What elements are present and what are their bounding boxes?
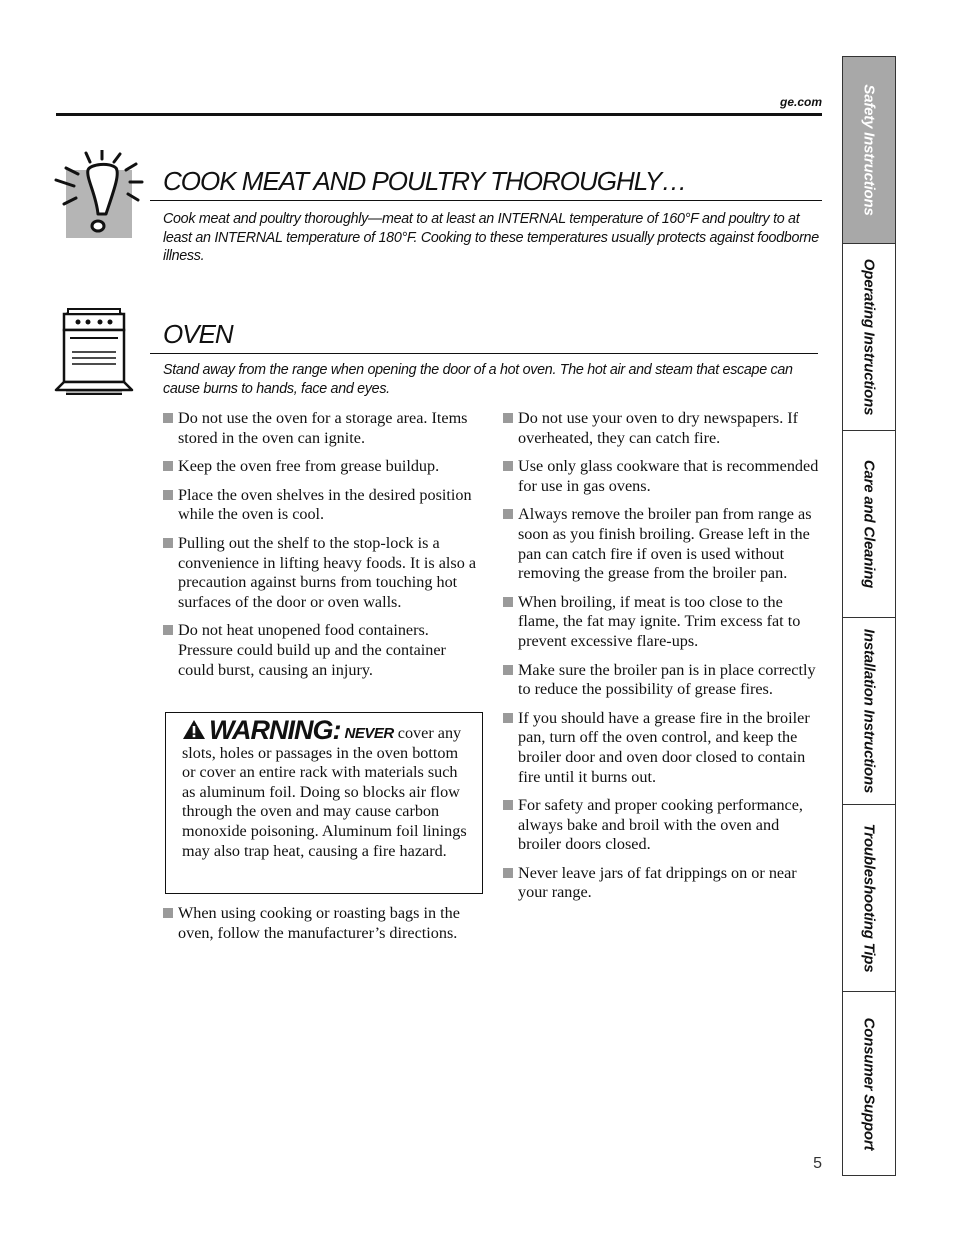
bullet-square xyxy=(503,461,513,471)
list-item xyxy=(163,534,483,612)
list-item-text: Keep the oven free from grease buildup. xyxy=(178,457,440,476)
bullet-square xyxy=(163,625,173,635)
warning-box xyxy=(165,712,483,894)
list-item xyxy=(503,505,825,583)
bullet-square xyxy=(503,665,513,675)
oven-intro: Stand away from the range when opening the door of a hot oven. The hot air and steam that escape can cause burns to hands, face and eyes. xyxy=(163,362,793,397)
left-column-lower xyxy=(163,904,473,952)
list-item-text: When broiling, if meat is too close to the flame, the fat may ignite. Trim excess fat to prevent excessive flare-ups. xyxy=(518,592,801,650)
bullet-square xyxy=(503,413,513,423)
list-item-text: If you should have a grease fire in the broiler pan, turn off the oven control, and keep the broiler door and oven door closed to contain fire until it burns out. xyxy=(518,708,810,786)
list-item-text: Never leave jars of fat drippings on or near your range. xyxy=(518,863,797,902)
page-number: 5 xyxy=(813,1155,822,1172)
tab-safety-instructions[interactable] xyxy=(843,57,895,244)
bullet-square xyxy=(503,597,513,607)
bullet-square xyxy=(503,713,513,723)
tab-label: Troubleshooting Tips xyxy=(860,823,878,973)
list-item xyxy=(163,904,473,943)
tab-operating-instructions[interactable] xyxy=(843,244,895,431)
header-rule xyxy=(56,113,822,116)
list-item xyxy=(503,864,825,903)
tab-label: Consumer Support xyxy=(860,1017,878,1150)
list-item xyxy=(163,486,483,525)
list-item xyxy=(163,409,483,448)
list-item xyxy=(503,593,825,652)
warning-heading: WARNING: xyxy=(209,715,341,745)
warning-text xyxy=(182,715,468,861)
tab-consumer-support[interactable] xyxy=(843,992,895,1175)
list-item xyxy=(503,457,825,496)
list-item xyxy=(503,661,825,700)
bullet-square xyxy=(163,538,173,548)
bullet-square xyxy=(503,800,513,810)
tab-label: Operating Instructions xyxy=(860,258,878,416)
list-item-text: For safety and proper cooking performance, always bake and broil with the oven and broiler doors closed. xyxy=(518,796,803,854)
exclamation-icon xyxy=(54,150,150,247)
cook-meat-rule xyxy=(150,200,822,201)
site-url[interactable]: ge.com xyxy=(779,95,822,109)
tab-installation-instructions[interactable] xyxy=(843,618,895,805)
bullet-square xyxy=(163,908,173,918)
tab-label: Safety Instructions xyxy=(860,84,878,216)
right-column xyxy=(503,409,825,912)
list-item-text: Do not use your oven to dry newspapers. If overheated, they can catch fire. xyxy=(518,409,799,447)
cook-meat-intro: Cook meat and poultry thoroughly—meat to at least an INTERNAL temperature of 160°F and poultry to at least an INTERNAL temperature of 180°F. Cooking to these temperatures usually protects against foodborne illness. xyxy=(163,211,819,264)
oven-title: OVEN xyxy=(163,319,233,349)
left-column xyxy=(163,409,483,689)
list-item-text: Use only glass cookware that is recommended for use in gas ovens. xyxy=(518,457,819,495)
warning-never: NEVER xyxy=(344,725,394,742)
oven-icon xyxy=(54,308,134,403)
cook-meat-title: COOK MEAT AND POULTRY THOROUGHLY… xyxy=(163,166,687,196)
list-item xyxy=(163,457,483,477)
list-item-text: Make sure the broiler pan is in place correctly to reduce the possibility of grease fires. xyxy=(518,660,816,699)
list-item-text: Always remove the broiler pan from range as soon as you finish broiling. Grease left in the pan can catch fire if oven is used without removing the grease from the broiler pan. xyxy=(518,505,812,583)
list-item xyxy=(163,621,483,680)
list-item xyxy=(503,709,825,787)
list-item-text: When using cooking or roasting bags in the oven, follow the manufacturer’s directions. xyxy=(178,904,460,942)
list-item-text: Do not use the oven for a storage area. Items stored in the oven can ignite. xyxy=(178,409,468,447)
list-item-text: Do not heat unopened food containers. Pressure could build up and the container could burst, causing an injury. xyxy=(178,621,446,679)
tab-label: Installation Instructions xyxy=(860,628,878,794)
bullet-square xyxy=(163,490,173,500)
bullet-square xyxy=(163,461,173,471)
tab-troubleshooting-tips[interactable] xyxy=(843,805,895,992)
tab-label: Care and Cleaning xyxy=(860,459,878,589)
bullet-square xyxy=(163,413,173,423)
warning-triangle-icon xyxy=(182,719,206,740)
list-item xyxy=(503,409,825,448)
list-item-text: Pulling out the shelf to the stop-lock is a convenience in lifting heavy foods. It is also a precaution against burns from touching hot surfaces of the door or oven walls. xyxy=(178,533,477,611)
list-item-text: Place the oven shelves in the desired position while the oven is cool. xyxy=(178,485,472,524)
bullet-square xyxy=(503,868,513,878)
list-item xyxy=(503,796,825,855)
section-tabs xyxy=(842,56,896,1176)
tab-care-and-cleaning[interactable] xyxy=(843,431,895,618)
warning-body: cover any slots, holes or passages in the oven bottom or cover an entire rack with materials such as aluminum foil. Doing so blocks air flow through the oven and may cause carbon monoxide poisoning. Aluminum foil linings may also trap heat, causing a fire hazard. xyxy=(182,724,467,860)
bullet-square xyxy=(503,509,513,519)
oven-rule xyxy=(150,353,818,354)
